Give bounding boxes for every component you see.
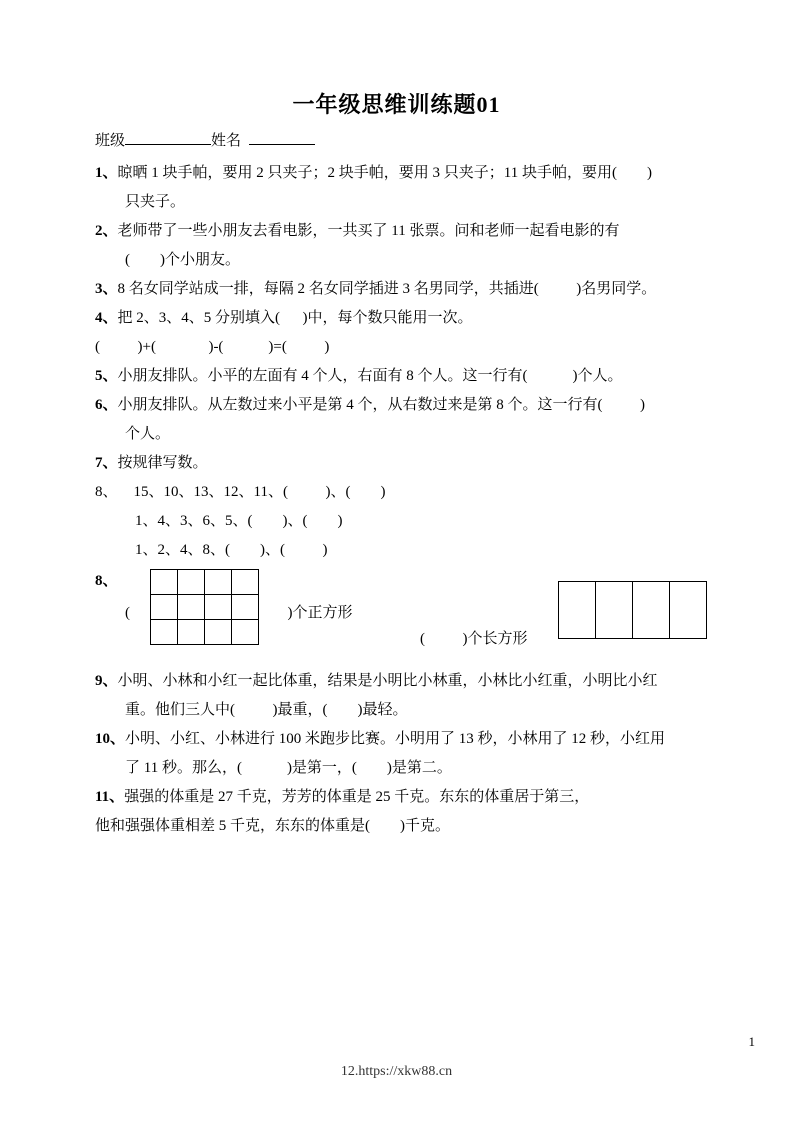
- rectangles-count-caption: ( )个长方形: [420, 631, 528, 647]
- question-3-number: 3、: [95, 281, 118, 297]
- worksheet-content: [0, 119, 793, 836]
- question-1: [95, 163, 743, 183]
- question-6-text: 小朋友排队。从左数过来小平是第 4 个，从右数过来是第 8 个。这一行有( ): [117, 397, 646, 413]
- footer-url: 12.https://xkw88.cn: [340, 1064, 453, 1079]
- question-3-text: 8 名女同学站成一排，每隔 2 名女同学插进 3 名男同学，共插进( )名男同学。: [117, 281, 657, 297]
- question-9-text-2: 重。他们三人中( )最重，( )最轻。: [125, 702, 408, 718]
- question-9: [95, 671, 743, 691]
- question-4-number: 4、: [95, 310, 118, 326]
- question-11-text: 强强的体重是 27 千克，芳芳的体重是 25 千克。东东的体重居于第三，: [124, 789, 590, 805]
- question-4: [95, 308, 743, 328]
- question-2-text-2: ( )个小朋友。: [125, 252, 240, 268]
- rectangles-grid: [558, 581, 707, 639]
- question-6-number: 6、: [95, 397, 118, 413]
- question-11: [95, 787, 743, 807]
- question-1-continuation: [95, 192, 743, 212]
- class-label: 班级: [95, 133, 126, 149]
- question-7-number: 7、: [95, 455, 118, 471]
- question-5-number: 5、: [95, 368, 118, 384]
- question-10-text: 小明、小红、小林进行 100 米跑步比赛。小明用了 13 秒，小林用了 12 秒，小红用: [125, 731, 666, 747]
- question-4-text: 把 2、3、4、5 分别填入( )中，每个数只能用一次。: [117, 310, 473, 326]
- question-8-sequence-3-text: 1、2、4、8、( )、( ): [135, 542, 328, 558]
- student-info-line: [95, 129, 743, 150]
- question-8-sequence-1-text: 15、10、13、12、11、( )、( ): [133, 484, 386, 500]
- question-10-continuation: [95, 758, 743, 778]
- question-4-equation: [95, 337, 743, 357]
- question-3: [95, 279, 743, 299]
- question-8-sequence-1: [95, 482, 743, 502]
- question-1-text: 晾晒 1 块手帕，要用 2 只夹子；2 块手帕，要用 3 只夹子；11 块手帕，要用( ): [117, 165, 652, 181]
- question-11-continuation: [95, 816, 743, 836]
- question-7: [95, 453, 743, 473]
- page-number: 1: [748, 1034, 755, 1049]
- question-9-text: 小明、小林和小红一起比体重，结果是小明比小林重，小林比小红重，小明比小红: [117, 673, 658, 689]
- question-8-sequence-2-text: 1、4、3、6、5、( )、( ): [135, 513, 343, 529]
- question-6-text-2: 个人。: [125, 426, 171, 442]
- question-1-text-2: 只夹子。: [125, 194, 186, 210]
- question-2-text: 老师带了一些小朋友去看电影，一共买了 11 张票。问和老师一起看电影的有: [117, 223, 620, 239]
- page-title: 一年级思维训练题01: [292, 92, 501, 117]
- question-2-continuation: [95, 250, 743, 270]
- question-11-number: 11、: [95, 789, 125, 805]
- squares-count-caption: ( )个正方形: [125, 605, 353, 621]
- question-8-figure-block: [95, 569, 743, 661]
- question-8-sequence-2: [95, 511, 743, 531]
- question-10-number: 10、: [95, 731, 126, 747]
- question-10-text-2: 了 11 秒。那么，( )是第一，( )是第二。: [125, 760, 452, 776]
- name-label: 姓名: [211, 133, 242, 149]
- question-2: [95, 221, 743, 241]
- question-2-number: 2、: [95, 223, 118, 239]
- question-5-text: 小朋友排队。小平的左面有 4 个人，右面有 8 个人。这一行有( )个人。: [117, 368, 623, 384]
- question-6-continuation: [95, 424, 743, 444]
- question-8b-number: 8、: [95, 573, 118, 589]
- question-6: [95, 395, 743, 415]
- question-7-text: 按规律写数。: [117, 455, 208, 471]
- question-10: [95, 729, 743, 749]
- question-4-equation-text: ( )+( )-( )=( ): [95, 339, 330, 355]
- question-9-number: 9、: [95, 673, 118, 689]
- question-8a-number: 8、: [95, 484, 118, 500]
- class-blank-line: [125, 130, 211, 145]
- question-9-continuation: [95, 700, 743, 720]
- question-8-sequence-3: [95, 540, 743, 560]
- name-blank-line: [249, 130, 315, 145]
- question-5: [95, 366, 743, 386]
- question-1-number: 1、: [95, 165, 118, 181]
- question-11-text-2: 他和强强体重相差 5 千克，东东的体重是( )千克。: [95, 818, 450, 834]
